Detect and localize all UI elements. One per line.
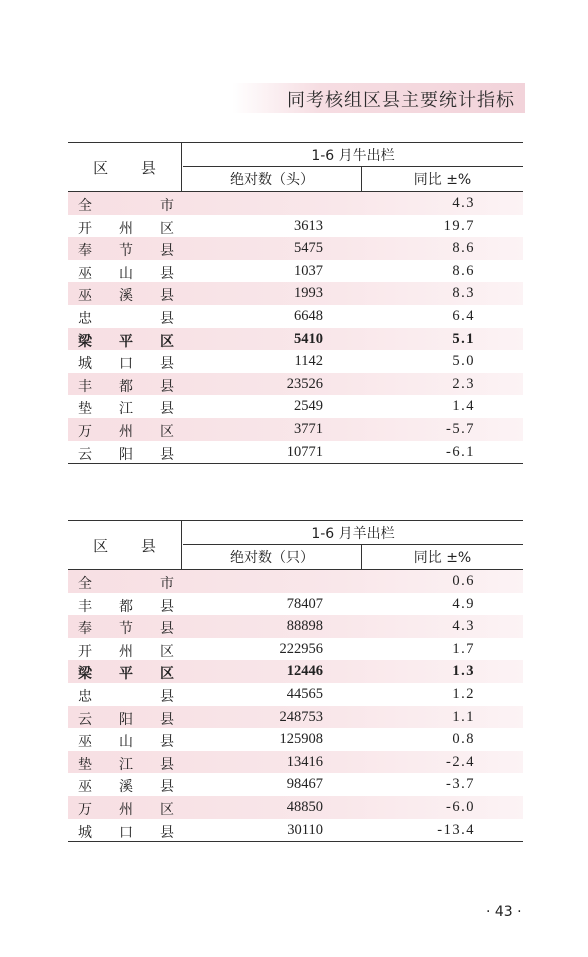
region-char: 县 (160, 779, 174, 796)
region-char: 县 (160, 401, 174, 418)
yoy-change-value: 1.3 (452, 663, 475, 680)
yoy-change-value: 8.6 (452, 262, 475, 279)
table-row (68, 819, 523, 842)
cattle-table (68, 142, 523, 464)
region-name (78, 596, 174, 616)
region-char: 市 (160, 576, 174, 592)
region-char: 都 (119, 598, 133, 615)
region-char: 巫 (78, 734, 92, 751)
table-row (68, 638, 523, 661)
region-char: 山 (119, 734, 133, 751)
region-name (78, 822, 174, 842)
table-row (68, 660, 523, 683)
absolute-value: 88898 (286, 618, 323, 635)
region-name (78, 776, 174, 796)
table-row (68, 373, 523, 396)
region-char: 开 (78, 643, 92, 660)
table-row (68, 773, 523, 796)
region-name (78, 285, 174, 305)
region-char: 州 (119, 643, 133, 660)
yoy-change-value: 19.7 (443, 217, 475, 234)
region-char: 垫 (78, 401, 92, 418)
table-row (68, 615, 523, 638)
region-char: 县 (160, 446, 174, 463)
sheep-table (68, 520, 523, 842)
region-column-header: 区 县 (68, 521, 182, 569)
region-char: 区 (160, 666, 174, 683)
page-title: 同考核组区县主要统计指标 (287, 90, 515, 111)
yoy-change-value: 8.6 (452, 240, 475, 257)
region-char: 梁 (78, 333, 92, 350)
group-header: 1-6 月牛出栏 (183, 143, 523, 167)
absolute-value: 2549 (294, 398, 323, 415)
yoy-change-value: 4.3 (452, 618, 475, 635)
region-char: 县 (160, 243, 174, 260)
table-row (68, 751, 523, 774)
table-row (68, 570, 523, 593)
region-char: 奉 (78, 621, 92, 638)
region-char: 忠 (78, 310, 92, 327)
table-row (68, 350, 523, 373)
yoy-change-value: 8.3 (452, 285, 475, 302)
yoy-change-value: 0.8 (452, 731, 475, 748)
region-char: 云 (78, 446, 92, 463)
region-char: 县 (160, 711, 174, 728)
region-name (78, 421, 174, 441)
yoy-change-value: 6.4 (452, 307, 475, 324)
absolute-value: 125908 (279, 731, 323, 748)
region-name (78, 686, 174, 706)
table-row (68, 237, 523, 260)
region-char: 都 (119, 378, 133, 395)
region-char: 州 (119, 220, 133, 237)
region-char: 区 (160, 643, 174, 660)
yoy-change-value: -6.1 (446, 443, 475, 460)
absolute-column-header: 绝对数（头） (183, 167, 362, 191)
region-char: 节 (119, 243, 133, 260)
region-char: 区 (160, 423, 174, 440)
region-char: 奉 (78, 243, 92, 260)
absolute-value: 1037 (294, 262, 323, 279)
absolute-value: 12446 (286, 663, 323, 680)
table-row (68, 706, 523, 729)
region-char: 平 (119, 666, 133, 683)
region-char: 梁 (78, 666, 92, 683)
table-body (68, 192, 523, 464)
table-row (68, 683, 523, 706)
region-char: 县 (160, 688, 174, 705)
region-char: 县 (160, 310, 174, 327)
region-char: 市 (160, 198, 174, 214)
region-name (78, 376, 174, 396)
yoy-change-value: -5.7 (446, 420, 475, 437)
yoy-change-value: -3.7 (446, 776, 475, 793)
yoy-change-value: -6.0 (446, 798, 475, 815)
group-header: 1-6 月羊出栏 (183, 521, 523, 545)
absolute-value: 10771 (286, 443, 323, 460)
region-char: 溪 (119, 779, 133, 796)
region-name (78, 331, 174, 351)
region-char: 万 (78, 423, 92, 440)
yoy-column-header: 同比 ±% (413, 550, 472, 566)
table-header (68, 520, 523, 570)
region-name (78, 573, 174, 593)
absolute-value: 3613 (294, 217, 323, 234)
yoy-change-value: 4.3 (452, 195, 475, 211)
absolute-value: 1142 (294, 353, 323, 370)
region-char: 丰 (78, 598, 92, 615)
page-number: · 43 · (486, 904, 522, 920)
region-char: 区 (160, 220, 174, 237)
table-row (68, 282, 523, 305)
region-char: 江 (119, 401, 133, 418)
table-row (68, 192, 523, 215)
yoy-change-value: 5.1 (452, 330, 475, 347)
region-name (78, 444, 174, 464)
yoy-change-value: -13.4 (437, 821, 475, 838)
absolute-value: 5410 (294, 330, 323, 347)
region-name (78, 308, 174, 328)
absolute-value: 48850 (286, 798, 323, 815)
region-char: 县 (160, 824, 174, 841)
region-name (78, 353, 174, 373)
region-char: 县 (160, 734, 174, 751)
region-char: 城 (78, 356, 92, 373)
region-name (78, 240, 174, 260)
region-char: 县 (160, 756, 174, 773)
yoy-column-header: 同比 ±% (413, 172, 472, 188)
region-char: 山 (119, 265, 133, 282)
yoy-change-value: 5.0 (452, 353, 475, 370)
absolute-value: 30110 (287, 821, 323, 838)
region-char: 开 (78, 220, 92, 237)
region-char: 忠 (78, 688, 92, 705)
region-char: 县 (160, 598, 174, 615)
region-char: 垫 (78, 756, 92, 773)
region-char: 县 (160, 265, 174, 282)
region-name (78, 799, 174, 819)
yoy-change-value: 1.7 (452, 640, 475, 657)
region-char: 节 (119, 621, 133, 638)
region-char: 县 (160, 288, 174, 305)
yoy-change-value: 2.3 (452, 375, 475, 392)
region-char: 州 (119, 423, 133, 440)
table-header (68, 142, 523, 192)
absolute-value: 248753 (279, 708, 323, 725)
table-row (68, 215, 523, 238)
yoy-change-value: -2.4 (446, 753, 475, 770)
yoy-change-value: 4.9 (452, 595, 475, 612)
region-char: 巫 (78, 265, 92, 282)
table-row (68, 260, 523, 283)
absolute-value: 44565 (286, 685, 323, 702)
absolute-value: 3771 (294, 420, 323, 437)
region-char: 丰 (78, 378, 92, 395)
region-char: 溪 (119, 288, 133, 305)
table-row (68, 593, 523, 616)
region-char: 县 (160, 378, 174, 395)
region-name (78, 218, 174, 238)
region-char: 阳 (119, 711, 133, 728)
absolute-value: 6648 (294, 307, 323, 324)
region-char: 平 (119, 333, 133, 350)
region-char: 万 (78, 801, 92, 818)
region-name (78, 731, 174, 751)
table-body (68, 570, 523, 842)
region-char: 口 (119, 824, 133, 841)
absolute-value: 5475 (294, 240, 323, 257)
region-char: 巫 (78, 779, 92, 796)
region-name (78, 398, 174, 418)
table-row (68, 728, 523, 751)
region-name (78, 754, 174, 774)
table-row (68, 395, 523, 418)
region-char: 州 (119, 801, 133, 818)
yoy-change-value: 1.4 (452, 398, 475, 415)
region-char: 区 (160, 801, 174, 818)
absolute-value: 1993 (294, 285, 323, 302)
page-title-banner (232, 83, 525, 113)
region-char: 县 (160, 356, 174, 373)
yoy-change-value: 0.6 (452, 573, 475, 589)
region-char: 城 (78, 824, 92, 841)
region-name (78, 663, 174, 683)
yoy-change-value: 1.1 (452, 708, 475, 725)
absolute-column-header: 绝对数（只） (183, 545, 362, 569)
absolute-value: 13416 (286, 753, 323, 770)
yoy-change-value: 1.2 (452, 685, 475, 702)
region-name (78, 195, 174, 215)
absolute-value: 222956 (279, 640, 323, 657)
region-char: 口 (119, 356, 133, 373)
table-row (68, 328, 523, 351)
region-char: 阳 (119, 446, 133, 463)
region-char: 江 (119, 756, 133, 773)
table-row (68, 305, 523, 328)
absolute-value: 98467 (286, 776, 323, 793)
region-char: 全 (78, 198, 92, 214)
region-char: 巫 (78, 288, 92, 305)
absolute-value: 23526 (286, 375, 323, 392)
table-row (68, 418, 523, 441)
region-column-header: 区 县 (68, 143, 182, 191)
region-name (78, 263, 174, 283)
region-name (78, 618, 174, 638)
table-row (68, 441, 523, 464)
region-name (78, 709, 174, 729)
table-row (68, 796, 523, 819)
region-char: 全 (78, 576, 92, 592)
region-name (78, 641, 174, 661)
region-char: 云 (78, 711, 92, 728)
region-char: 县 (160, 621, 174, 638)
region-char: 区 (160, 333, 174, 350)
absolute-value: 78407 (286, 595, 323, 612)
